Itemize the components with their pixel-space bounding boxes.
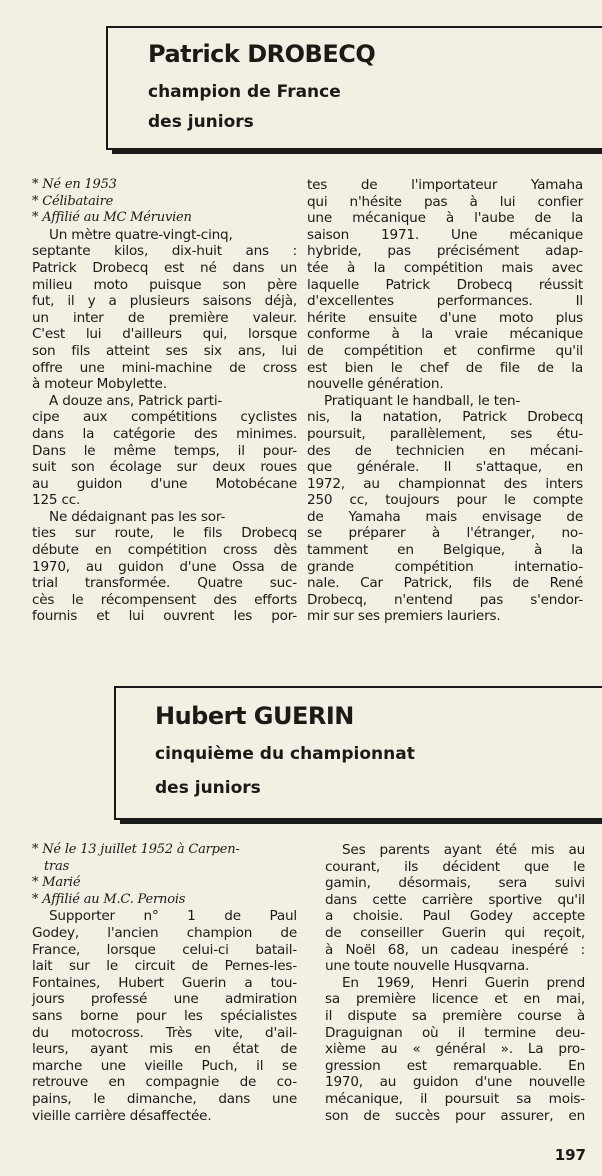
text-line: grande compétition internatio- (307, 558, 583, 575)
text-line: Patrick Drobecq est né dans un (32, 259, 297, 276)
text-line: Draguignan où il termine deu- (325, 1024, 585, 1041)
text-line: une toute nouvelle Husqvarna. (325, 958, 530, 975)
text-line: * Né le 13 juillet 1952 à Carpen- (32, 842, 240, 857)
text-line: retrouve en compagnie de co- (32, 1074, 297, 1091)
text-line: saison 1971. Une mécanique (307, 226, 583, 243)
text-line: * Marié (32, 875, 81, 891)
page-number: 197 (554, 1146, 586, 1164)
text-line: fut, il y a plusieurs saisons déjà, (32, 293, 297, 310)
article1-column-right (307, 177, 583, 625)
text-line: dans la catégorie des minimes. (32, 425, 297, 442)
text-line: Ses parents ayant été mis au (342, 842, 585, 858)
text-line: Un mètre quatre-vingt-cinq, (49, 226, 233, 243)
text-line: pains, le dimanche, dans une (32, 1090, 297, 1107)
text-line: vieille carrière désaffectée. (32, 1107, 212, 1124)
text-line: C'est lui d'ailleurs qui, lorsque (32, 326, 297, 343)
text-line: Godey, l'ancien champion de (32, 924, 297, 941)
text-line: tras (44, 858, 70, 874)
text-line: se préparer à l'étranger, no- (307, 525, 583, 542)
text-line: débute en compétition cross dès (32, 542, 297, 559)
text-line: cipe aux compétitions cyclistes (32, 409, 297, 426)
article2-column-right (325, 842, 585, 1124)
text-line: 1972, au championnat des inters (307, 475, 583, 492)
text-line: Drobecq, n'entend pas s'endor- (307, 591, 583, 608)
text-line: du motocross. Très vite, d'ail- (32, 1024, 297, 1041)
text-line: tamment en Belgique, à la (307, 542, 583, 559)
text-line: hérite ensuite d'une moto plus (307, 309, 583, 326)
text-line: 125 cc. (32, 492, 81, 509)
text-line: conforme à la vraie mécanique (307, 326, 583, 343)
text-line: des de technicien en mécani- (307, 442, 583, 459)
text-line: * Né en 1953 (32, 177, 117, 192)
text-line: trial transformée. Quatre suc- (32, 575, 297, 592)
text-line: 1970, au guidon d'une Ossa de (32, 558, 297, 575)
text-line: sa première licence et en mai, (325, 991, 585, 1008)
text-line: gression est remarquable. En (325, 1057, 585, 1074)
text-line: courant, ils décident que le (325, 858, 585, 875)
text-line: poursuit, parallèlement, ses étu- (307, 425, 583, 442)
text-line: une mécanique à l'aube de la (307, 210, 583, 227)
text-line: xième au « général ». La pro- (325, 1041, 585, 1058)
text-line: * Célibataire (32, 193, 114, 209)
text-line: il dispute sa première course à (325, 1007, 585, 1024)
text-line: offre une mini-machine de cross (32, 359, 297, 376)
text-line: à Noël 68, un cadeau inespéré : (325, 941, 585, 958)
text-line: qui n'hésite pas à lui confier (307, 193, 583, 210)
text-line: son fils atteint ses six ans, lui (32, 342, 297, 359)
text-line: milieu moto puisque son père (32, 276, 297, 293)
text-line: est bien le chef de file de la (307, 359, 583, 376)
text-line: cès le récompensent des efforts (32, 591, 297, 608)
text-line: Fontaines, Hubert Guerin a tou- (32, 974, 297, 991)
text-line: un inter de première valeur. (32, 309, 297, 326)
text-line: nale. Car Patrick, fils de René (307, 575, 583, 592)
text-line: lait sur le circuit de Pernes-les- (32, 958, 297, 975)
text-line: à moteur Mobylette. (32, 376, 167, 393)
text-line: hybride, pas précisément adap- (307, 243, 583, 260)
text-line: ties sur route, le fils Drobecq (32, 525, 297, 542)
text-line: fournis et lui ouvrent les por- (32, 608, 297, 625)
text-line: a choisie. Paul Godey accepte (325, 908, 585, 925)
text-line: d'excellentes performances. Il (307, 293, 583, 310)
article-subtitle-line-1: cinquième du championnat (155, 744, 415, 764)
text-line: septante kilos, dix-huit ans : (32, 243, 297, 260)
text-line: 250 cc, toujours pour le compte (307, 492, 583, 509)
text-line: En 1969, Henri Guerin prend (342, 974, 585, 991)
text-line: * Affilié au MC Méruvien (32, 210, 192, 226)
text-line: Dans le même temps, il pour- (32, 442, 297, 459)
article-subtitle-line-2: des juniors (148, 112, 254, 132)
article-title-guerin: Hubert GUERIN (155, 702, 354, 730)
text-line: laquelle Patrick Drobecq réussit (307, 276, 583, 293)
article1-column-left (32, 177, 297, 625)
text-line: mécanique, il poursuit sa mois- (325, 1090, 585, 1107)
text-line: France, lorsque celui-ci batail- (32, 941, 297, 958)
text-line: dans cette carrière sportive qu'il (325, 891, 585, 908)
text-line: de conseiller Guerin qui reçoit, (325, 924, 585, 941)
text-line: son de succès pour assurer, en (325, 1107, 585, 1124)
article-title-drobecq: Patrick DROBECQ (148, 40, 376, 68)
text-line: tes de l'importateur Yamaha (307, 177, 583, 193)
text-line: gamin, désormais, sera suivi (325, 875, 585, 892)
text-line: leurs, ayant mis en état de (32, 1041, 297, 1058)
text-line: Ne dédaignant pas les sor- (49, 508, 226, 525)
text-line: Supporter n° 1 de Paul (49, 908, 297, 925)
text-line: de Yamaha mais envisage de (307, 508, 583, 525)
text-line: marche une vieille Puch, il se (32, 1057, 297, 1074)
text-line: * Affilié au M.C. Pernois (32, 891, 186, 907)
text-line: que générale. Il s'attaque, en (307, 459, 583, 476)
article2-column-left (32, 842, 297, 1124)
text-line: nouvelle génération. (307, 376, 444, 393)
text-line: nis, la natation, Patrick Drobecq (307, 409, 583, 426)
text-line: de compétition et confirme qu'il (307, 342, 583, 359)
article-subtitle-line-1: champion de France (148, 82, 341, 102)
text-line: au guidon d'une Motobécane (32, 475, 297, 492)
text-line: A douze ans, Patrick parti- (49, 392, 223, 409)
text-line: mir sur ses premiers lauriers. (307, 608, 501, 625)
text-line: jours professé une admiration (32, 991, 297, 1008)
article-subtitle-line-2: des juniors (155, 778, 261, 798)
text-line: sans borne pour les spécialistes (32, 1007, 297, 1024)
text-line: Pratiquant le handball, le ten- (324, 392, 521, 409)
text-line: 1970, au guidon d'une nouvelle (325, 1074, 585, 1091)
text-line: suit son écolage sur deux roues (32, 459, 297, 476)
text-line: tée à la compétition mais avec (307, 259, 583, 276)
